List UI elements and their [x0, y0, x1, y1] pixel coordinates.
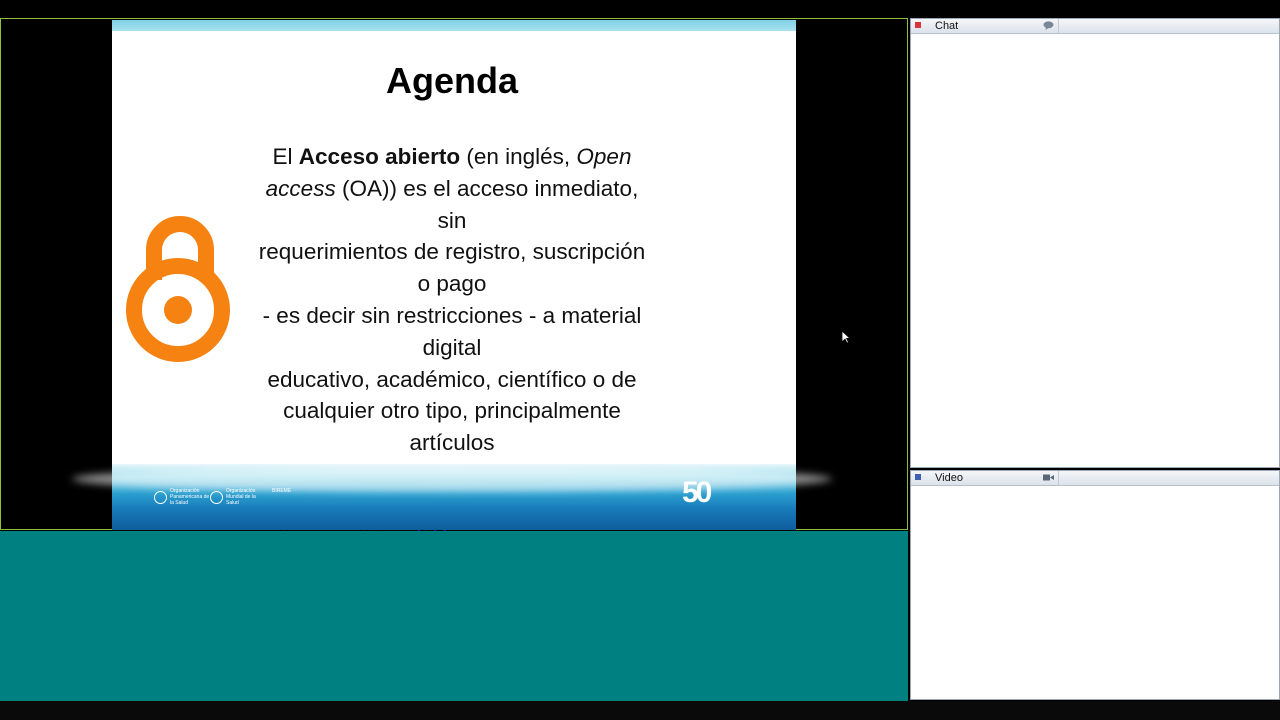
body-line: access (OA)) es el acceso inmediato, sin: [265, 175, 639, 233]
header-divider: [1058, 19, 1059, 33]
camera-icon[interactable]: [1043, 473, 1054, 482]
paho-logo: Organización Panamericana de la Salud: [154, 488, 210, 506]
body-line: El Acceso abierto (en inglés, Open: [272, 144, 632, 169]
anniversary-50-logo: 50: [682, 476, 710, 509]
open-access-lock-icon: [128, 198, 232, 364]
bireme-logo: BIREME: [272, 488, 292, 494]
chat-pod: [910, 18, 1280, 468]
chat-pod-title: Chat: [935, 20, 959, 32]
body-line: requerimientos de registro, suscripción o pago: [258, 239, 646, 297]
presentation-slide: [112, 20, 796, 530]
pod-status-icon: [915, 22, 921, 28]
who-logo: Organización Mundial de la Salud: [210, 488, 268, 506]
slide-title: Agenda: [385, 60, 518, 101]
video-pod-title: Video: [935, 472, 963, 484]
body-line: - es decir sin restricciones - a material digital: [262, 302, 642, 360]
stage-background: [0, 531, 908, 701]
video-pod-header[interactable]: [911, 471, 1279, 486]
pod-status-icon: [915, 474, 921, 480]
slide-top-bar: [112, 20, 796, 31]
chat-pod-header[interactable]: [911, 19, 1279, 34]
globe-icon: [154, 491, 167, 504]
slide-footer-banner: [112, 464, 796, 530]
speech-bubble-icon[interactable]: [1043, 21, 1054, 30]
globe-icon: [210, 491, 223, 504]
body-line: educativo, académico, científico o de: [267, 366, 637, 392]
bottom-bar: [0, 701, 1280, 720]
video-pod: [910, 470, 1280, 700]
header-divider: [1058, 471, 1059, 485]
mouse-cursor-icon: [841, 330, 851, 344]
body-line: cualquier otro tipo, principalmente artículos: [283, 398, 621, 456]
